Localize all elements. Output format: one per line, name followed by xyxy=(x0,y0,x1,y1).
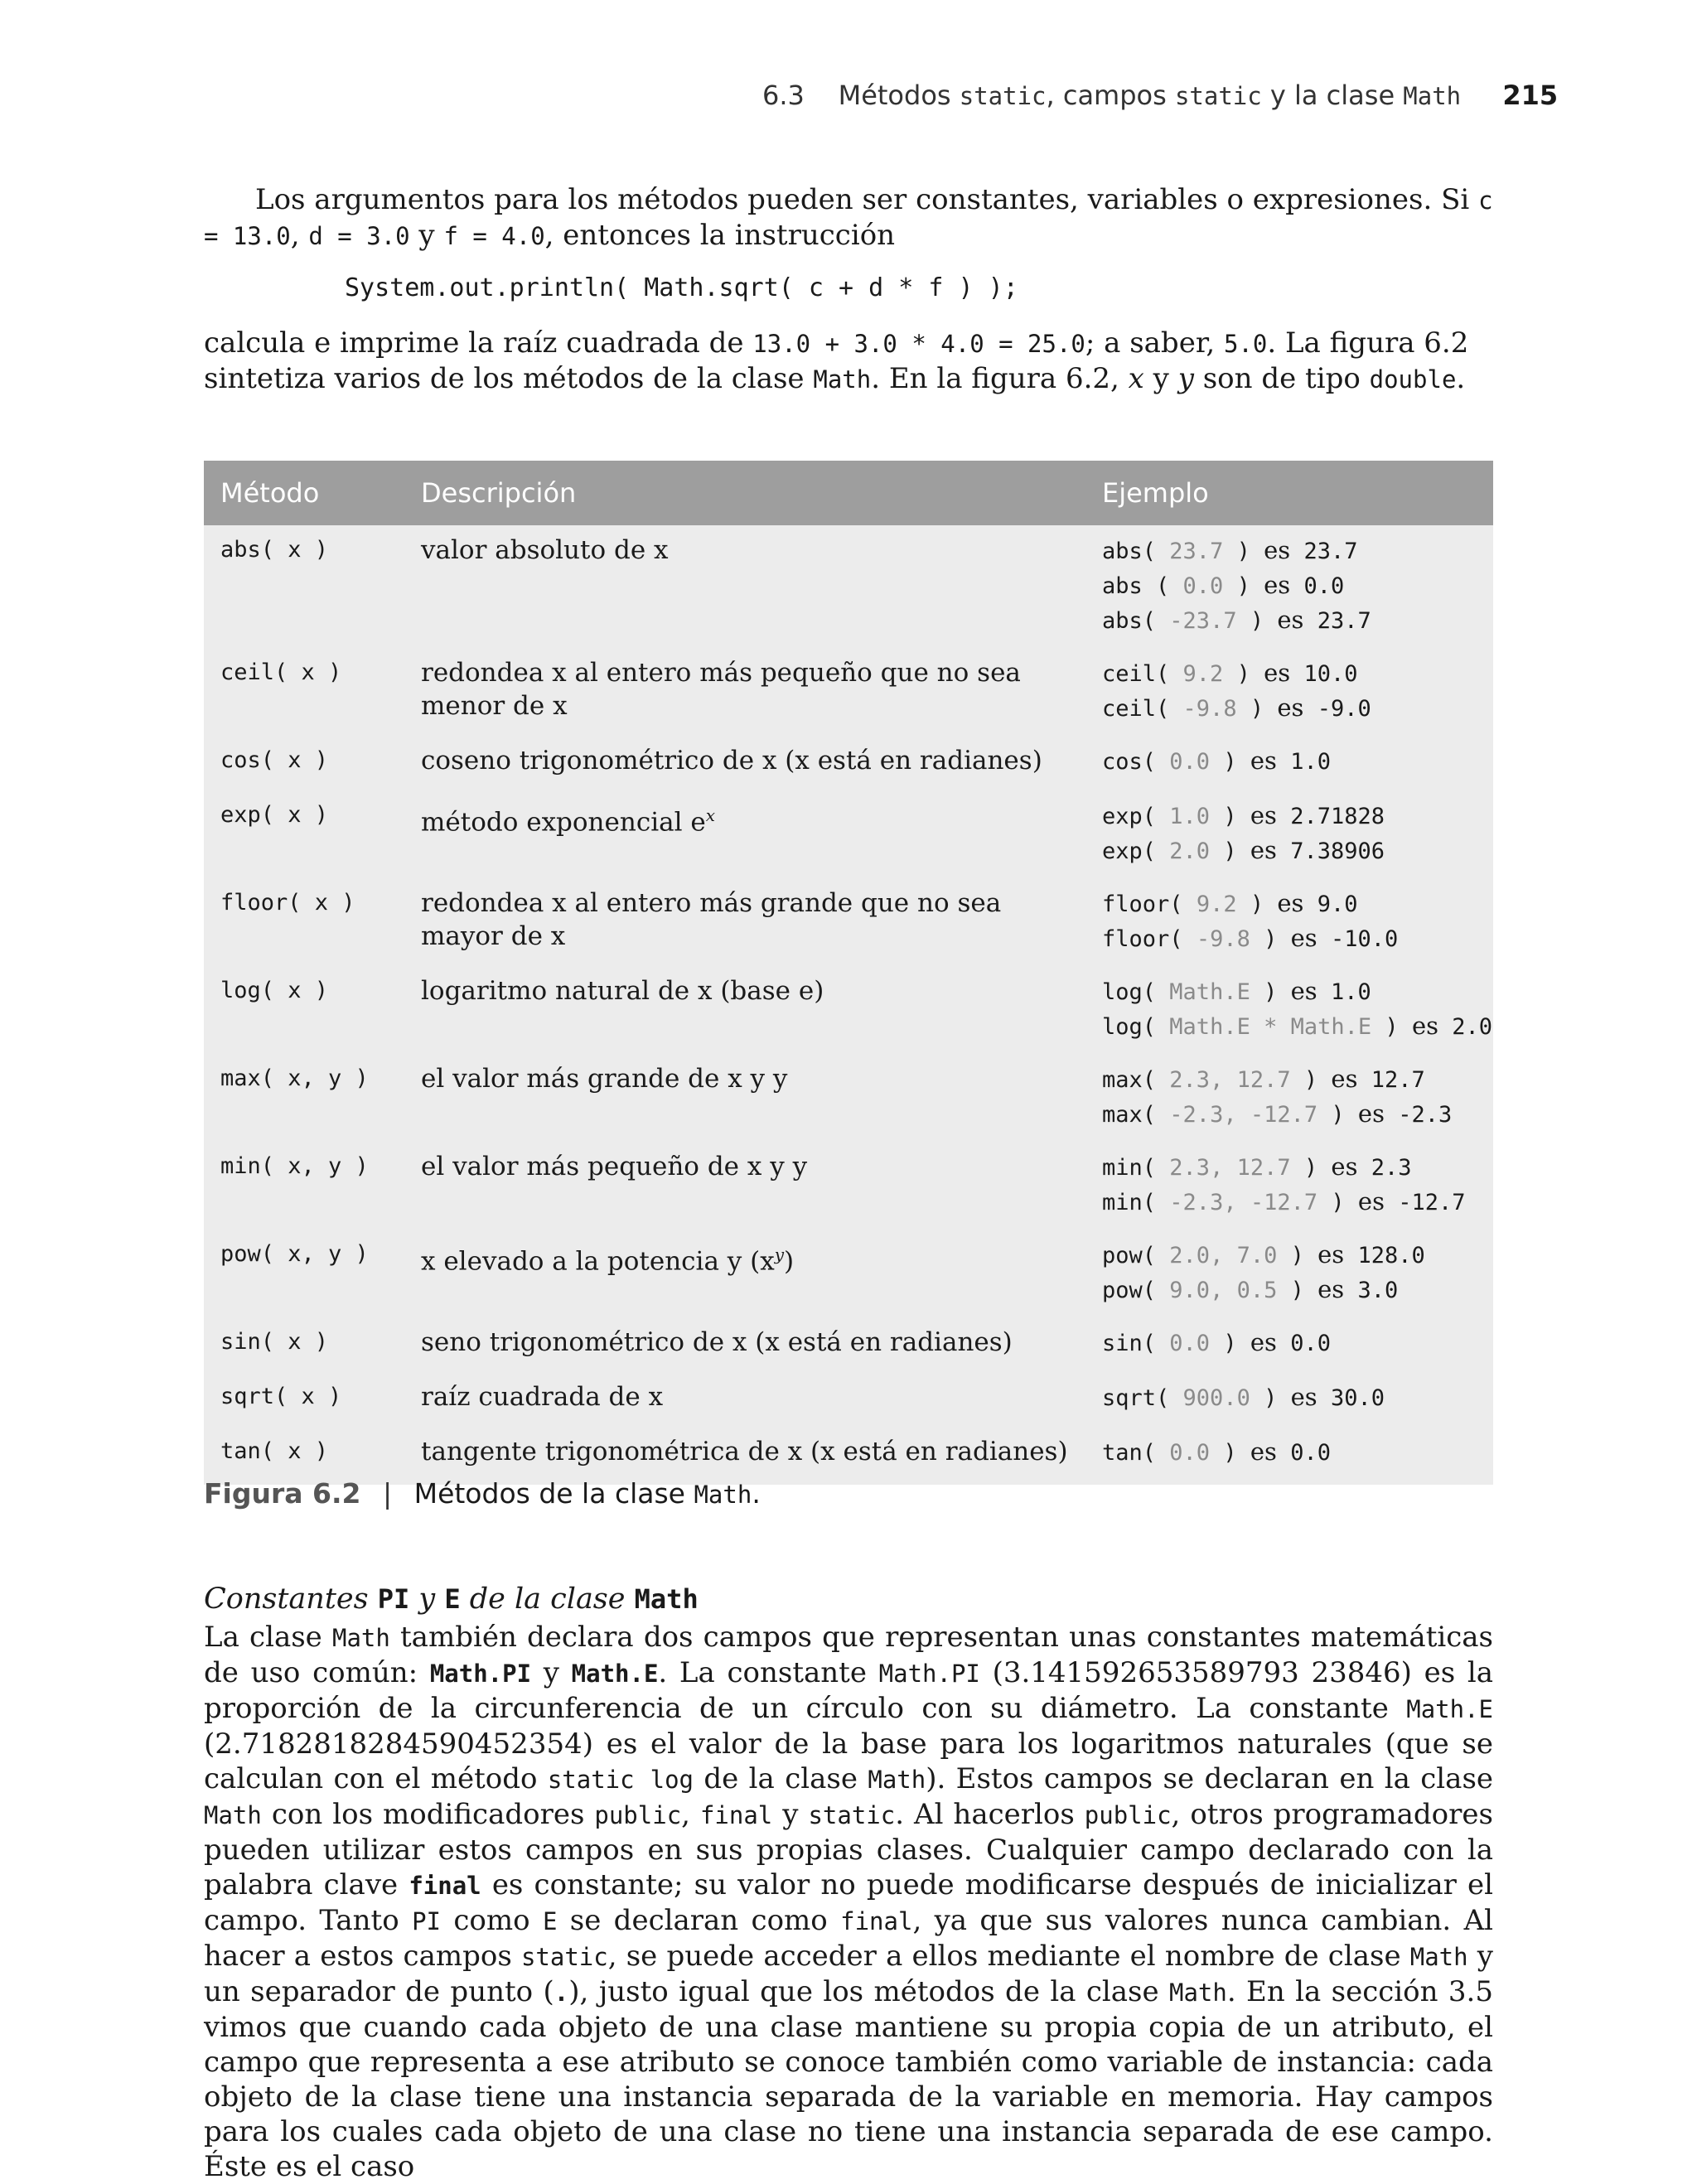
example-line xyxy=(1102,1062,1452,1097)
figure-caption xyxy=(204,1477,761,1510)
text-run: ). Estos campos se declaran en la clase xyxy=(926,1762,1494,1795)
method-signature: min( x, y ) xyxy=(220,1153,369,1179)
method-description xyxy=(421,799,1084,838)
text-run: . La constante xyxy=(658,1656,867,1689)
example-call: sqrt( xyxy=(1102,1385,1170,1411)
method-examples xyxy=(1102,974,1492,1044)
description-text: x elevado a la potencia y (x xyxy=(421,1246,775,1277)
text-run: y xyxy=(782,1798,799,1831)
example-close: ) xyxy=(1223,749,1237,775)
inline-code: Math xyxy=(868,1766,926,1794)
inline-code: 13.0 + 3.0 * 4.0 = 25.0 xyxy=(752,330,1085,358)
text-run: (3.141592653589793 23846) es la proporción de la circunferencia de un círculo con su diámetro. La constante xyxy=(204,1656,1493,1725)
example-result: 30.0 xyxy=(1330,1385,1385,1411)
table-row xyxy=(204,1317,1493,1372)
example-args: -9.8 xyxy=(1196,926,1250,952)
example-call: ceil( xyxy=(1102,661,1170,687)
method-description xyxy=(421,1238,1084,1278)
example-args: 2.3, 12.7 xyxy=(1169,1155,1291,1181)
math-methods-table xyxy=(204,461,1493,1485)
description-text: el valor más grande de x y y xyxy=(421,1064,788,1094)
inline-code: public xyxy=(594,1801,682,1829)
example-line xyxy=(1102,1435,1331,1470)
example-call: pow( xyxy=(1102,1278,1157,1303)
example-result: 128.0 xyxy=(1357,1243,1425,1268)
example-close: ) xyxy=(1290,1278,1304,1303)
inline-code: Math.PI xyxy=(429,1660,532,1688)
example-result: 10.0 xyxy=(1303,661,1358,687)
inline-code: Math xyxy=(204,1801,262,1829)
example-call: exp( xyxy=(1102,838,1157,864)
description-text: seno trigonométrico de x (x está en radianes) xyxy=(421,1327,1013,1357)
column-header-example: Ejemplo xyxy=(1102,477,1209,509)
example-line xyxy=(1102,656,1371,691)
description-text: el valor más pequeño de x y y xyxy=(421,1152,808,1181)
inline-code: Math.E xyxy=(571,1660,659,1688)
text-run: ), justo igual que los métodos de la clase xyxy=(568,1975,1159,2008)
example-es-word: es xyxy=(1250,801,1277,829)
method-description xyxy=(421,887,1084,953)
heading-text: de la clase xyxy=(469,1582,626,1616)
text-run: . xyxy=(1456,362,1466,395)
inline-code: static log xyxy=(547,1766,694,1794)
method-examples xyxy=(1102,1150,1466,1220)
inline-code: Math xyxy=(1409,1943,1468,1971)
inline-code: c = 13.0 xyxy=(204,186,1493,250)
table-row xyxy=(204,525,1493,648)
description-text: redondea x al entero más grande que no sea mayor de x xyxy=(421,888,1002,951)
description-superscript: x xyxy=(705,805,715,825)
example-es-word: es xyxy=(1250,1437,1277,1466)
method-examples xyxy=(1102,1435,1331,1470)
header-title-text: y la clase xyxy=(1269,80,1395,111)
example-line xyxy=(1102,887,1398,921)
example-result: 1.0 xyxy=(1330,979,1371,1005)
example-es-word: es xyxy=(1331,1152,1358,1181)
method-examples xyxy=(1102,1062,1452,1132)
text-run: . En la sección 3.5 vimos que cuando cada objeto de una clase mantiene su propia copia de un atributo, el campo que representa a ese atributo se conoce también como variable de instancia: cada objeto de la clase tiene una instancia separada de la variable en memoria. Hay campos para los cuales cada objeto de una clase no tiene una instancia separada de ese campo. Éste es el caso xyxy=(204,1975,1493,2183)
example-result: -12.7 xyxy=(1398,1190,1466,1215)
example-es-word: es xyxy=(1290,924,1317,952)
method-examples xyxy=(1102,1238,1425,1307)
section-number: 6.3 xyxy=(762,80,805,111)
example-es-word: es xyxy=(1331,1065,1358,1093)
example-close: ) xyxy=(1290,1243,1304,1268)
example-es-word: es xyxy=(1277,606,1304,634)
example-es-word: es xyxy=(1317,1275,1345,1303)
description-superscript: y xyxy=(774,1244,785,1264)
example-call: abs( xyxy=(1102,608,1157,634)
method-description xyxy=(421,1062,1084,1095)
example-args: 2.0, 7.0 xyxy=(1169,1243,1278,1268)
math-var: y xyxy=(1177,362,1194,395)
example-es-word: es xyxy=(1250,1328,1277,1356)
method-description xyxy=(421,1326,1084,1359)
example-close: ) xyxy=(1250,696,1264,722)
example-args: 900.0 xyxy=(1182,1385,1250,1411)
method-description xyxy=(421,744,1084,777)
inline-code: Math.PI xyxy=(878,1660,980,1688)
table-header xyxy=(204,461,1493,525)
inline-code: static xyxy=(808,1801,896,1829)
example-close: ) xyxy=(1223,804,1237,829)
example-close: ) xyxy=(1264,979,1278,1005)
example-es-word: es xyxy=(1357,1099,1385,1128)
text-run: también declara dos campos que representan unas constantes matemáticas de uso común: xyxy=(204,1621,1493,1689)
description-text: raíz cuadrada de x xyxy=(421,1382,664,1412)
method-signature: exp( x ) xyxy=(220,802,329,828)
explanation-paragraph xyxy=(204,326,1493,397)
page-number: 215 xyxy=(1502,80,1559,111)
example-close: ) xyxy=(1250,891,1264,917)
example-result: 2.71828 xyxy=(1290,804,1385,829)
example-call: log( xyxy=(1102,1014,1157,1040)
column-header-method: Método xyxy=(220,477,320,509)
example-close: ) xyxy=(1303,1067,1318,1093)
method-signature: tan( x ) xyxy=(220,1438,329,1464)
example-result: 2.3 xyxy=(1371,1155,1412,1181)
table-row xyxy=(204,1230,1493,1317)
caption-text-run: Métodos de la clase xyxy=(413,1477,685,1510)
heading-code: Math xyxy=(634,1583,699,1615)
method-signature: pow( x, y ) xyxy=(220,1241,369,1267)
example-line xyxy=(1102,568,1371,603)
example-args: -23.7 xyxy=(1169,608,1237,634)
example-es-word: es xyxy=(1290,977,1317,1005)
example-args: 1.0 xyxy=(1169,804,1211,829)
example-call: max( xyxy=(1102,1067,1157,1093)
text-run: son de tipo xyxy=(1202,362,1361,395)
heading-text: Constantes xyxy=(204,1582,369,1616)
text-run: y xyxy=(543,1656,559,1689)
example-args: 2.3, 12.7 xyxy=(1169,1067,1291,1093)
text-run: y xyxy=(418,219,435,252)
inline-code: d = 3.0 xyxy=(308,222,410,250)
example-args: Math.E xyxy=(1169,979,1250,1005)
math-var: x xyxy=(1128,362,1144,395)
inline-code: 5.0 xyxy=(1223,330,1268,358)
text-run: (2.7182818284590452354) es el valor de la base para los logaritmos naturales (que se calculan con el método xyxy=(204,1727,1493,1795)
example-line xyxy=(1102,833,1385,868)
example-args: 9.0, 0.5 xyxy=(1169,1278,1278,1303)
header-title-text: Métodos xyxy=(838,80,951,111)
example-close: ) xyxy=(1331,1190,1345,1215)
table-row xyxy=(204,736,1493,790)
example-call: log( xyxy=(1102,979,1157,1005)
example-line xyxy=(1102,1238,1425,1273)
code-example: System.out.println( Math.sqrt( c + d * f ) ); xyxy=(345,273,1018,302)
example-result: 12.7 xyxy=(1371,1067,1425,1093)
intro-paragraph xyxy=(204,182,1493,254)
caption-separator: | xyxy=(382,1477,393,1510)
description-text: valor absoluto de x xyxy=(421,535,669,565)
text-run: , xyxy=(681,1798,690,1831)
example-es-word: es xyxy=(1290,1383,1317,1411)
example-call: abs( xyxy=(1102,539,1157,564)
method-description xyxy=(421,1380,1084,1413)
header-title-text: , campos xyxy=(1046,80,1167,111)
constants-paragraph xyxy=(204,1620,1493,2184)
description-text: redondea x al entero más pequeño que no sea menor de x xyxy=(421,658,1021,721)
example-close: ) xyxy=(1223,1440,1237,1466)
example-es-word: es xyxy=(1264,659,1291,687)
example-result: 2.0 xyxy=(1452,1014,1493,1040)
example-args: -9.8 xyxy=(1182,696,1237,722)
example-args: 0.0 xyxy=(1169,749,1211,775)
inline-code: Math.E xyxy=(1406,1695,1494,1723)
inline-code: Math xyxy=(694,1481,752,1509)
example-close: ) xyxy=(1223,838,1237,864)
text-run: se declaran como xyxy=(569,1904,828,1937)
example-args: 9.2 xyxy=(1182,661,1224,687)
text-run: como xyxy=(453,1904,530,1937)
caption-text-run: . xyxy=(752,1477,761,1510)
method-examples xyxy=(1102,799,1385,868)
example-line xyxy=(1102,1097,1452,1132)
inline-code: f = 4.0 xyxy=(443,222,545,250)
example-call: min( xyxy=(1102,1155,1157,1181)
column-header-description: Descripción xyxy=(421,477,577,509)
header-title-code: Math xyxy=(1403,82,1462,110)
example-close: ) xyxy=(1236,661,1250,687)
method-signature: log( x ) xyxy=(220,978,329,1003)
example-close: ) xyxy=(1236,573,1250,599)
example-line xyxy=(1102,534,1371,568)
example-close: ) xyxy=(1264,1385,1278,1411)
example-close: ) xyxy=(1331,1102,1345,1128)
method-examples xyxy=(1102,656,1371,726)
example-args: 0.0 xyxy=(1182,573,1224,599)
text-run: . Al hacerlos xyxy=(895,1798,1075,1831)
example-line xyxy=(1102,603,1371,638)
example-line xyxy=(1102,1185,1466,1220)
method-description xyxy=(421,1435,1084,1468)
example-call: pow( xyxy=(1102,1243,1157,1268)
example-line xyxy=(1102,799,1385,833)
example-args: 23.7 xyxy=(1169,539,1224,564)
example-result: -2.3 xyxy=(1398,1102,1453,1128)
example-call: sin( xyxy=(1102,1331,1157,1356)
method-signature: max( x, y ) xyxy=(220,1065,369,1091)
heading-code: PI xyxy=(377,1583,410,1615)
example-line xyxy=(1102,1150,1466,1185)
text-run: ; a saber, xyxy=(1085,326,1216,360)
table-row xyxy=(204,1054,1493,1142)
table-row xyxy=(204,1142,1493,1230)
example-line xyxy=(1102,921,1398,956)
example-args: -2.3, -12.7 xyxy=(1169,1102,1318,1128)
example-call: abs ( xyxy=(1102,573,1170,599)
example-close: ) xyxy=(1385,1014,1399,1040)
example-result: -10.0 xyxy=(1330,926,1399,952)
inline-code: . xyxy=(554,1979,569,2007)
text-run: es constante; su valor no puede modificarse después de inicializar el campo. Tanto xyxy=(204,1868,1494,1937)
example-line xyxy=(1102,1326,1331,1360)
example-call: min( xyxy=(1102,1190,1157,1215)
inline-code: public xyxy=(1084,1801,1172,1829)
table-row xyxy=(204,648,1493,736)
example-es-word: es xyxy=(1264,536,1291,564)
text-run: con los modificadores xyxy=(271,1798,585,1831)
example-line xyxy=(1102,744,1331,779)
example-close: ) xyxy=(1264,926,1278,952)
example-es-word: es xyxy=(1277,693,1304,722)
example-result: 0.0 xyxy=(1303,573,1345,599)
method-signature: floor( x ) xyxy=(220,890,355,916)
example-es-word: es xyxy=(1250,836,1277,864)
example-call: cos( xyxy=(1102,749,1157,775)
heading-text: y xyxy=(418,1582,436,1616)
example-call: tan( xyxy=(1102,1440,1157,1466)
text-run: . La figura 6.2 sintetiza varios de los métodos de la clase xyxy=(204,326,1469,395)
example-result: -9.0 xyxy=(1317,696,1371,722)
method-signature: ceil( x ) xyxy=(220,660,342,685)
section-heading xyxy=(204,1582,699,1616)
table-row xyxy=(204,1427,1493,1485)
text-run: , xyxy=(290,219,300,252)
caption-text xyxy=(414,1477,761,1510)
example-es-word: es xyxy=(1250,747,1277,775)
method-examples xyxy=(1102,1380,1385,1415)
inline-code: E xyxy=(542,1907,558,1935)
example-result: 0.0 xyxy=(1290,1331,1331,1356)
example-args: 2.0 xyxy=(1169,838,1211,864)
method-signature: cos( x ) xyxy=(220,747,329,773)
method-description xyxy=(421,1150,1084,1183)
running-header xyxy=(762,80,1559,111)
method-examples xyxy=(1102,744,1331,779)
example-close: ) xyxy=(1303,1155,1318,1181)
text-run: de la clase xyxy=(703,1762,858,1795)
example-args: 0.0 xyxy=(1169,1440,1211,1466)
example-close: ) xyxy=(1223,1331,1237,1356)
example-es-word: es xyxy=(1317,1240,1345,1268)
example-call: ceil( xyxy=(1102,696,1170,722)
example-call: floor( xyxy=(1102,891,1183,917)
example-line xyxy=(1102,974,1492,1009)
inline-code: final xyxy=(699,1801,773,1829)
method-signature: sin( x ) xyxy=(220,1329,329,1355)
example-close: ) xyxy=(1236,539,1250,564)
text-run: La clase xyxy=(204,1621,322,1654)
method-description xyxy=(421,656,1084,722)
inline-code: PI xyxy=(412,1907,441,1935)
text-run: calcula e imprime la raíz cuadrada de xyxy=(204,326,744,360)
header-title-code: static xyxy=(1174,82,1262,110)
example-line xyxy=(1102,1273,1425,1307)
text-run: y un separador de punto ( xyxy=(204,1940,1494,2008)
table-row xyxy=(204,1372,1493,1427)
heading-code: E xyxy=(444,1583,461,1615)
header-title-code: static xyxy=(959,82,1047,110)
example-es-word: es xyxy=(1357,1187,1385,1215)
inline-code: final xyxy=(409,1872,481,1900)
inline-code: Math xyxy=(1169,1979,1227,2007)
table-row xyxy=(204,790,1493,878)
example-call: exp( xyxy=(1102,804,1157,829)
example-es-word: es xyxy=(1411,1012,1438,1040)
table-row xyxy=(204,878,1493,966)
example-args: 9.2 xyxy=(1196,891,1237,917)
text-run: , ya que sus valores nunca cambian. Al hacer a estos campos xyxy=(204,1904,1494,1973)
text-run: , se puede acceder a ellos mediante el nombre de clase xyxy=(607,1940,1401,1973)
method-examples xyxy=(1102,534,1371,638)
example-result: 3.0 xyxy=(1357,1278,1399,1303)
inline-code: Math xyxy=(331,1624,390,1652)
description-text: tangente trigonométrica de x (x está en radianes) xyxy=(421,1437,1068,1466)
example-line xyxy=(1102,1009,1492,1044)
description-text: coseno trigonométrico de x (x está en radianes) xyxy=(421,746,1042,776)
text-run: , entonces la instrucción xyxy=(544,219,896,252)
example-line xyxy=(1102,1380,1385,1415)
text-run: , otros programadores pueden utilizar estos campos en sus propias clases. Cualquier campo declarado con la palabra clave xyxy=(204,1798,1493,1901)
method-signature: sqrt( x ) xyxy=(220,1384,342,1409)
method-description xyxy=(421,974,1084,1007)
example-result: 1.0 xyxy=(1290,749,1331,775)
table-body xyxy=(204,525,1493,1485)
description-text: método exponencial e xyxy=(421,807,706,838)
method-examples xyxy=(1102,887,1398,956)
method-examples xyxy=(1102,1326,1331,1360)
example-result: 9.0 xyxy=(1317,891,1358,917)
description-text: ) xyxy=(784,1246,795,1277)
example-call: floor( xyxy=(1102,926,1183,952)
inline-code: static xyxy=(520,1943,608,1971)
table-row xyxy=(204,966,1493,1054)
example-result: 23.7 xyxy=(1303,539,1358,564)
example-call: max( xyxy=(1102,1102,1157,1128)
example-result: 0.0 xyxy=(1290,1440,1331,1466)
example-args: -2.3, -12.7 xyxy=(1169,1190,1318,1215)
text-run: Los argumentos para los métodos pueden ser constantes, variables o expresiones. Si xyxy=(255,183,1470,216)
figure-label: Figura 6.2 xyxy=(204,1477,361,1510)
method-description xyxy=(421,534,1084,567)
inline-code: double xyxy=(1369,365,1457,394)
example-args: 0.0 xyxy=(1169,1331,1211,1356)
text-run: y xyxy=(1153,362,1169,395)
example-args: Math.E * Math.E xyxy=(1169,1014,1372,1040)
inline-code: Math xyxy=(813,365,872,394)
description-text: logaritmo natural de x (base e) xyxy=(421,976,824,1006)
example-close: ) xyxy=(1250,608,1264,634)
example-line xyxy=(1102,691,1371,726)
example-es-word: es xyxy=(1264,571,1291,599)
method-signature: abs( x ) xyxy=(220,537,329,563)
example-es-word: es xyxy=(1277,889,1304,917)
text-run: . En la figura 6.2, xyxy=(871,362,1119,395)
example-result: 23.7 xyxy=(1317,608,1371,634)
inline-code: final xyxy=(840,1907,913,1935)
example-result: 7.38906 xyxy=(1290,838,1385,864)
